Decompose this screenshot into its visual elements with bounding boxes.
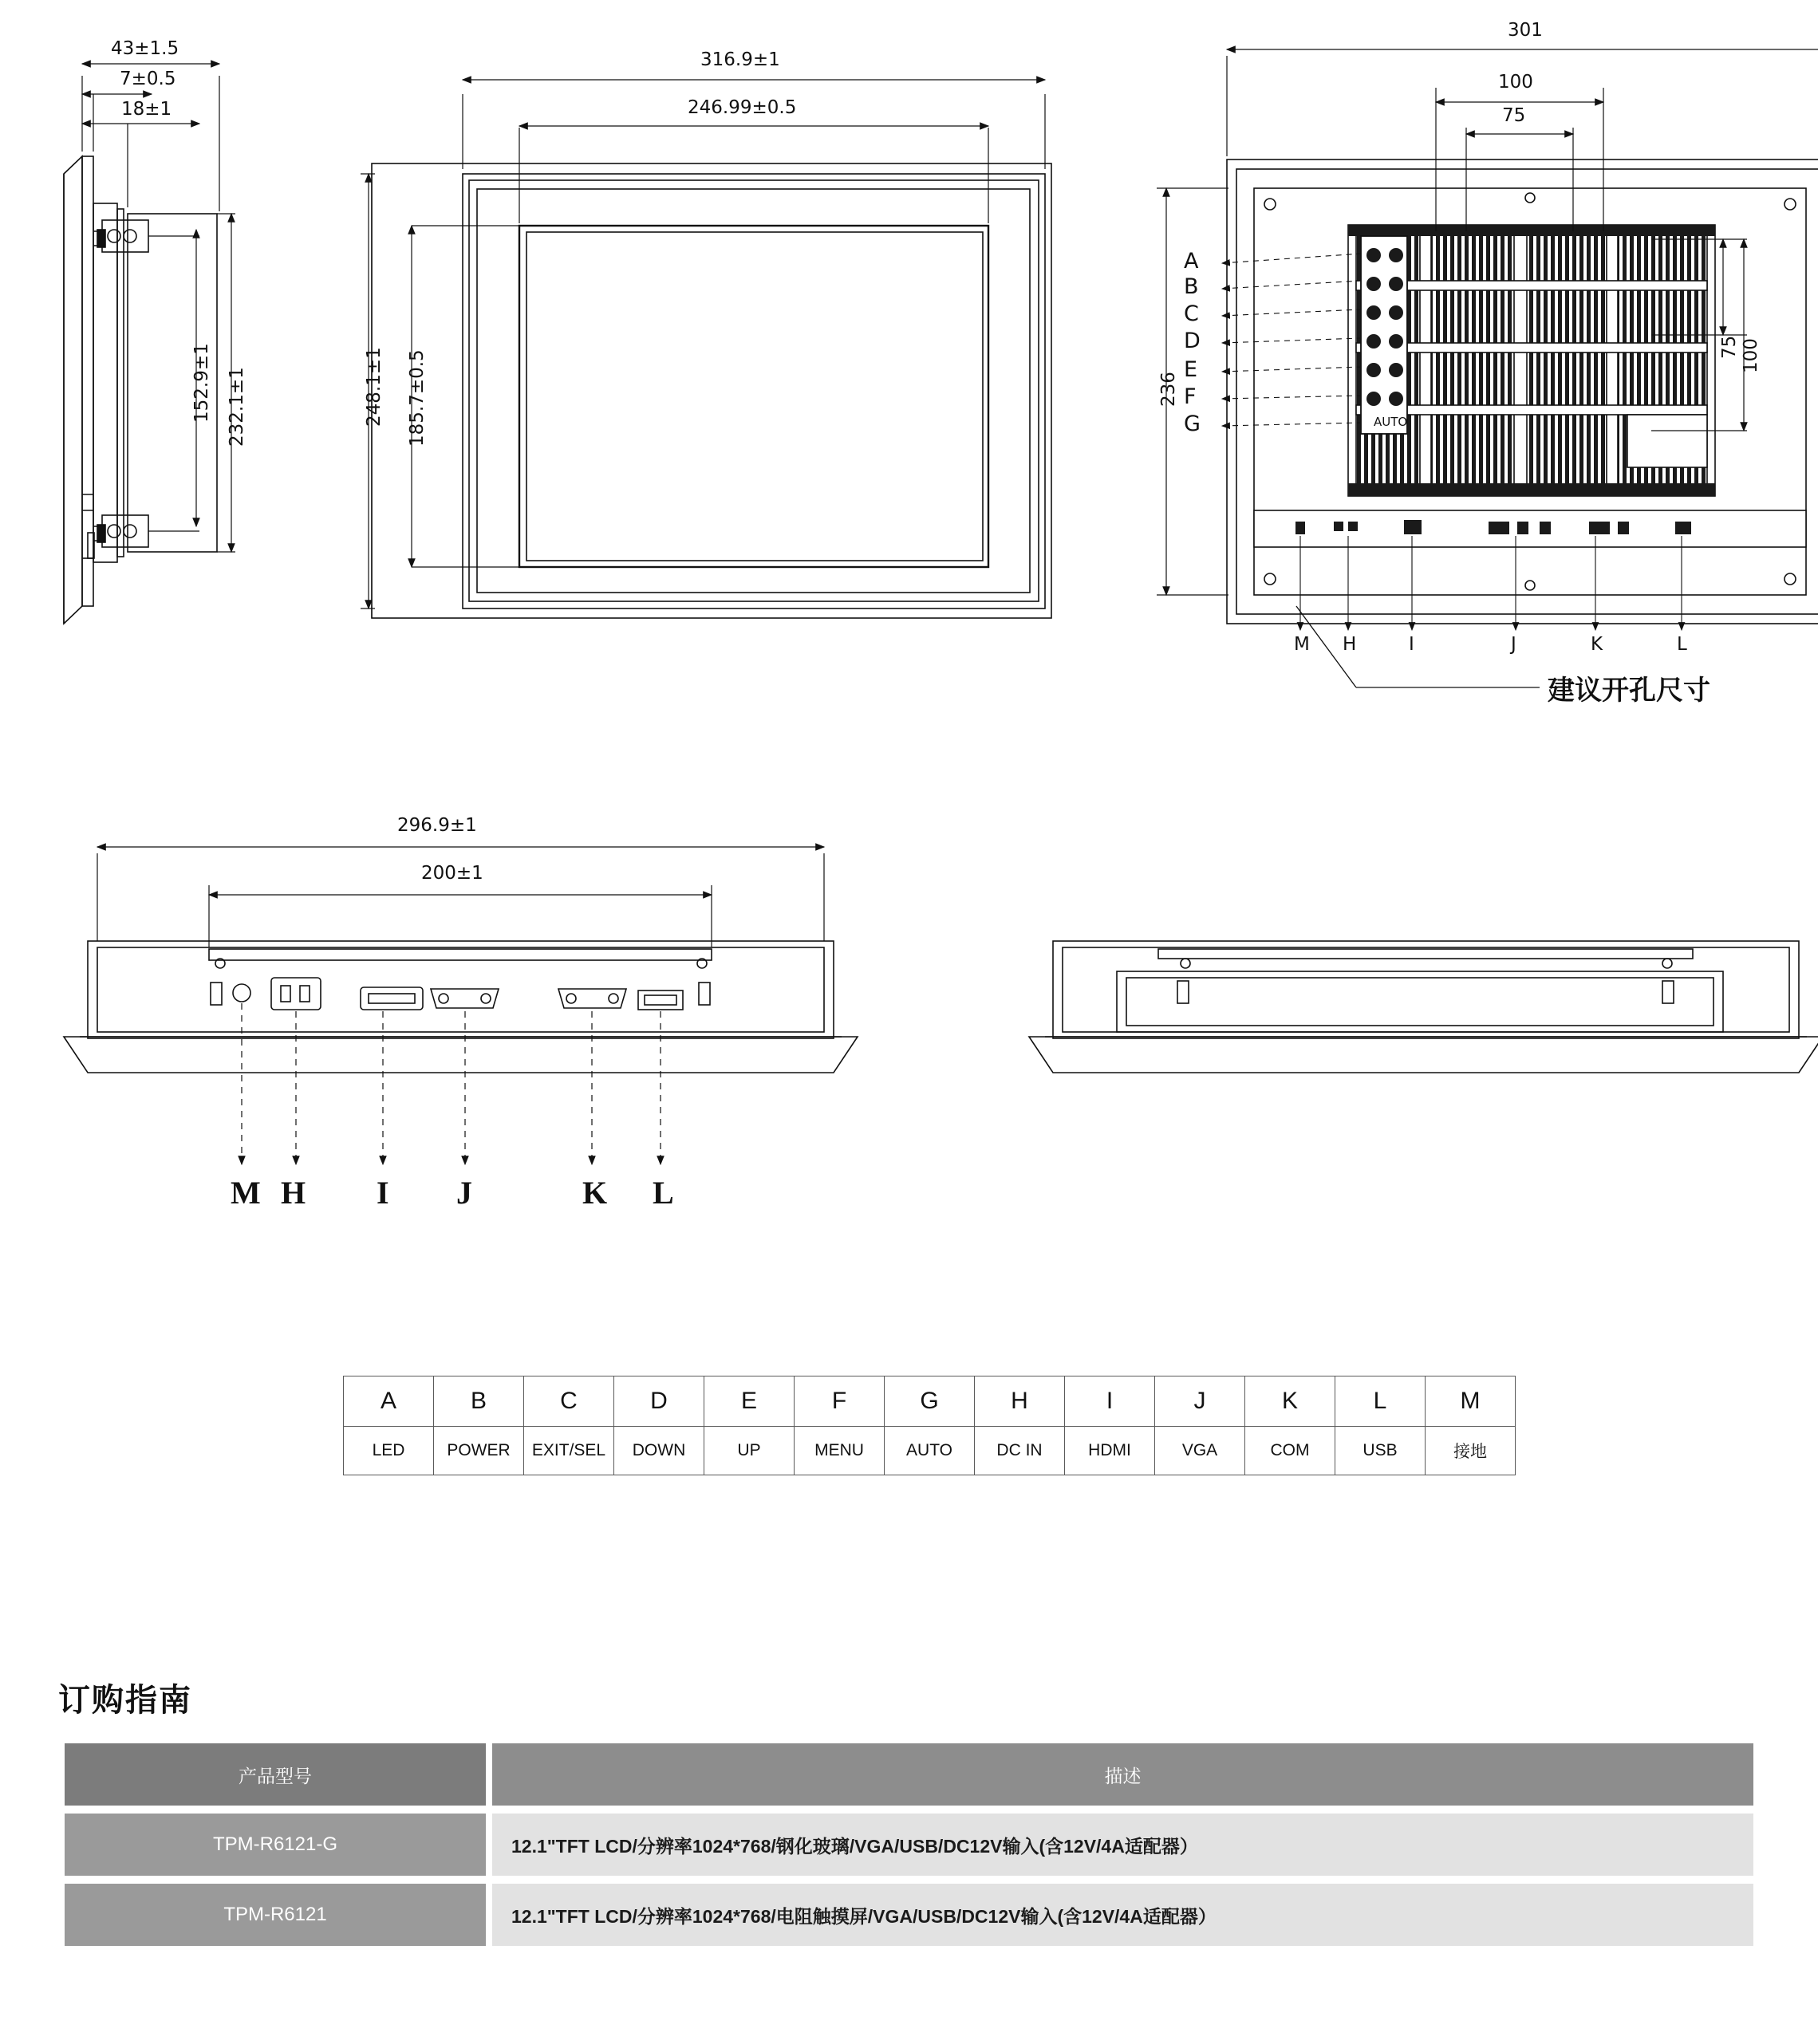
rear-port-label-k: K [1591,634,1603,655]
legend-name-h: DC IN [975,1427,1065,1475]
rear-port-label-m: M [1294,634,1310,655]
front-view [372,163,1051,618]
legend-letter-m: M [1426,1376,1516,1427]
legend-letter-f: F [795,1376,885,1427]
rear-key-label-b: B [1184,274,1199,299]
legend-letter-c: C [524,1376,614,1427]
legend-letter-d: D [614,1376,704,1427]
legend-name-b: POWER [434,1427,524,1475]
dim-152-9: 152.9±1 [191,343,212,423]
dim-200: 200±1 [421,863,483,884]
legend-name-l: USB [1335,1427,1426,1475]
legend-letter-h: H [975,1376,1065,1427]
rear-key-label-f: F [1184,384,1197,409]
legend-row-letters [344,1376,1516,1427]
legend-letter-l: L [1335,1376,1426,1427]
port-legend-table [343,1376,1516,1475]
svg-text:AUTO: AUTO [1374,415,1408,429]
legend-letter-k: K [1245,1376,1335,1427]
legend-name-d: DOWN [614,1427,704,1475]
ordering-desc-2: 12.1"TFT LCD/分辨率1024*768/电阻触摸屏/VGA/USB/DC12V输入(含12V/4A适配器） [492,1884,1753,1946]
ordering-desc-1: 12.1"TFT LCD/分辨率1024*768/钢化玻璃/VGA/USB/DC12V输入(含12V/4A适配器） [492,1814,1753,1876]
dim-248-1: 248.1±1 [364,347,385,427]
legend-row-names [344,1427,1516,1475]
rear-port-label-h: H [1343,634,1357,655]
rear-port-label-l: L [1677,634,1687,655]
legend-letter-e: E [704,1376,795,1427]
dim-296-9: 296.9±1 [397,815,477,836]
dim-185-7: 185.7±0.5 [407,349,428,447]
bottom-callout-m: M [231,1175,261,1211]
rear-key-label-a: A [1184,249,1199,274]
legend-letter-b: B [434,1376,524,1427]
dim-43: 43±1.5 [111,38,179,59]
rear-view [1227,160,1818,624]
legend-letter-j: J [1155,1376,1245,1427]
legend-name-e: UP [704,1427,795,1475]
dim-75-right: 75 [1719,335,1740,359]
ordering-header-row [65,1743,1753,1806]
table-row [65,1884,1753,1946]
legend-letter-i: I [1065,1376,1155,1427]
ordering-guide-title: 订购指南 [58,1683,192,1718]
bottom-callout-j: J [456,1175,472,1211]
bottom-callout-i: I [377,1175,389,1211]
dim-18: 18±1 [121,99,172,120]
ordering-model-2: TPM-R6121 [65,1884,486,1946]
dim-100-top: 100 [1498,72,1533,93]
ordering-header-desc: 描述 [492,1743,1753,1806]
dim-246-99: 246.99±0.5 [688,97,797,118]
dim-7: 7±0.5 [120,69,176,89]
rear-key-label-e: E [1184,357,1198,382]
rear-key-label-g: G [1184,412,1201,436]
legend-name-m: 接地 [1426,1427,1516,1475]
side-elevation-right [1029,941,1818,1073]
rear-port-label-j: J [1511,634,1516,655]
legend-name-j: VGA [1155,1427,1245,1475]
bottom-callout-k: K [582,1175,608,1211]
bottom-view [64,941,858,1073]
rear-port-label-i: I [1409,634,1414,655]
rear-key-label-c: C [1184,301,1199,326]
legend-letter-g: G [885,1376,975,1427]
ordering-header-model: 产品型号 [65,1743,486,1806]
bottom-callout-h: H [281,1175,306,1211]
legend-name-c: EXIT/SEL [524,1427,614,1475]
dim-100-right: 100 [1741,338,1761,373]
dim-301: 301 [1508,20,1543,41]
legend-name-i: HDMI [1065,1427,1155,1475]
legend-letter-a: A [344,1376,434,1427]
dim-316-9: 316.9±1 [700,49,780,70]
dim-236: 236 [1158,372,1179,407]
bottom-callout-l: L [653,1175,674,1211]
ordering-guide-table [58,1735,1760,1954]
dim-232-1: 232.1±1 [227,367,247,447]
legend-name-g: AUTO [885,1427,975,1475]
legend-name-a: LED [344,1427,434,1475]
legend-name-k: COM [1245,1427,1335,1475]
dim-75-top: 75 [1502,105,1526,126]
rear-key-label-d: D [1184,329,1201,353]
legend-name-f: MENU [795,1427,885,1475]
cutout-size-note: 建议开孔尺寸 [1548,675,1710,706]
ordering-model-1: TPM-R6121-G [65,1814,486,1876]
table-row [65,1814,1753,1876]
